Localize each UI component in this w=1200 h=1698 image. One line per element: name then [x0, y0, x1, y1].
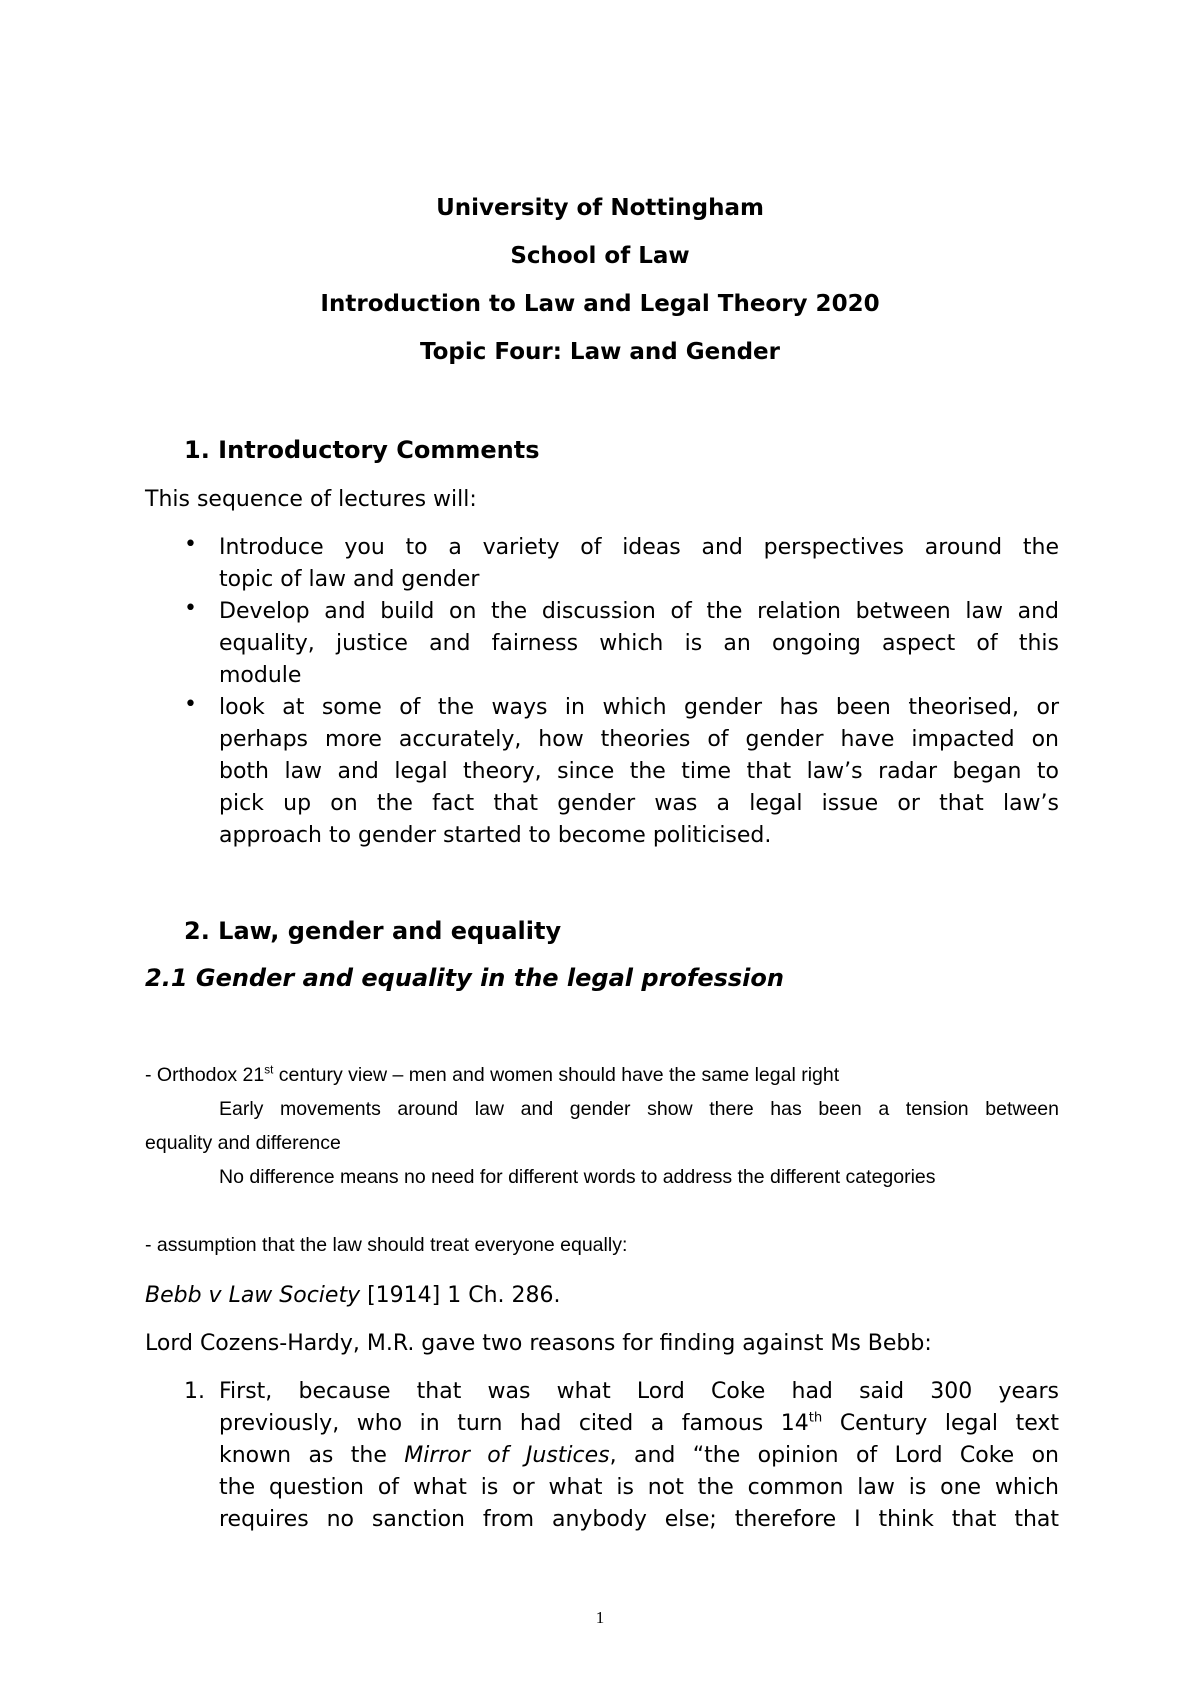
bullet-icon: •: [184, 596, 197, 621]
document-title-university: University of Nottingham: [436, 195, 764, 221]
note-early-movements: Early movements around law and gender show there has been a tension between: [219, 1098, 1059, 1120]
section-heading-law-gender-equality: 2. Law, gender and equality: [184, 917, 562, 945]
subsection-heading: 2.1 Gender and equality in the legal profession: [145, 964, 784, 992]
note-orthodox-view: - Orthodox 21st century view – men and women should have the same legal right: [145, 1063, 840, 1086]
reason-line-3: known as the Mirror of Justices, and “the opinion of Lord Coke on: [219, 1443, 1059, 1468]
intro-text: This sequence of lectures will:: [145, 487, 477, 512]
reasons-intro: Lord Cozens-Hardy, M.R. gave two reasons for finding against Ms Bebb:: [145, 1331, 932, 1356]
document-title-school: School of Law: [510, 243, 690, 269]
reason-line-2: previously, who in turn had cited a famous 14th Century legal text: [219, 1410, 1059, 1436]
note-early-movements-cont: equality and difference: [145, 1132, 341, 1154]
list-number: 1.: [184, 1379, 205, 1404]
section-heading-introductory: 1. Introductory Comments: [184, 436, 540, 464]
note-no-difference: No difference means no need for different words to address the different categories: [219, 1166, 936, 1188]
list-item: Develop and build on the discussion of the relation between law and equality, justice and fairness which is an ongoing aspect of this module: [219, 599, 1059, 688]
case-name: Bebb v Law Society: [145, 1283, 361, 1308]
bullet-icon: •: [184, 532, 197, 557]
note-assumption: - assumption that the law should treat everyone equally:: [145, 1234, 628, 1256]
list-item: Introduce you to a variety of ideas and perspectives around the topic of law and gender: [219, 535, 1059, 592]
bullet-icon: •: [184, 692, 197, 717]
page-number: 1: [595, 1608, 605, 1627]
document-title-topic: Topic Four: Law and Gender: [420, 339, 780, 365]
list-item: look at some of the ways in which gender has been theorised, or perhaps more accurately, how theories of gender have impacted on both law and legal theory, since the time that law’s radar began to pick up on the fact that gender was a legal issue or that law’s approach to gender started to become politicised.: [219, 695, 1059, 848]
reason-item: First, because that was what Lord Coke had said 300 years previously, who in turn had cited a famous 14th Century legal text known as the Mirror of Justices, and “the opinion of Lord Coke on the question of what is or what is not the common law is one which requires no sanction from anybody else; therefore I think that that: [219, 1379, 1059, 1532]
case-citation: Bebb v Law Society [1914] 1 Ch. 286.: [145, 1283, 561, 1308]
document-title-course: Introduction to Law and Legal Theory 2020: [320, 291, 880, 317]
